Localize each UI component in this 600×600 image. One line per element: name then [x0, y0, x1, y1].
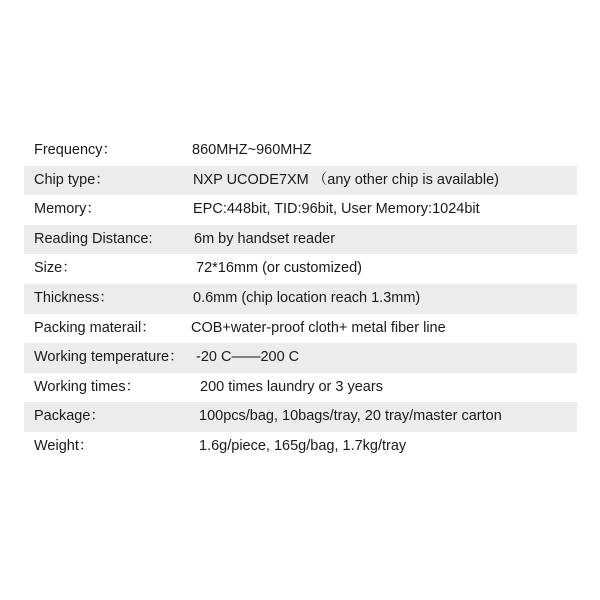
spec-value: 1.6g/piece, 165g/bag, 1.7kg/tray — [199, 437, 407, 454]
spec-label: Memory： — [34, 201, 101, 218]
spec-label: Size： — [34, 260, 77, 277]
spec-value: COB+water-proof cloth+ metal fiber line — [191, 319, 446, 336]
spec-value: -20 C——200 C — [196, 349, 300, 366]
spec-row-reading-distance — [24, 225, 577, 255]
spec-value: 6m by handset reader — [194, 230, 336, 247]
spec-row-size — [24, 254, 577, 284]
spec-row-packing-material — [24, 314, 577, 344]
spec-table — [24, 136, 577, 462]
spec-value: NXP UCODE7XM （any other chip is available) — [193, 171, 499, 188]
spec-label: Reading Distance: — [34, 230, 153, 247]
spec-row-thickness — [24, 284, 577, 314]
spec-value: 72*16mm (or customized) — [196, 260, 362, 277]
spec-row-working-times — [24, 373, 577, 403]
spec-label: Weight： — [34, 437, 94, 454]
spec-value: 200 times laundry or 3 years — [200, 378, 383, 395]
spec-row-memory — [24, 195, 577, 225]
spec-label: Working times： — [34, 378, 141, 395]
spec-value: 860MHZ~960MHZ — [192, 142, 312, 158]
spec-label: Frequency： — [34, 142, 118, 158]
spec-value: 100pcs/bag, 10bags/tray, 20 tray/master carton — [199, 408, 502, 425]
spec-row-frequency — [24, 136, 577, 166]
spec-value: EPC:448bit, TID:96bit, User Memory:1024bit — [193, 201, 480, 218]
spec-row-weight — [24, 432, 577, 462]
spec-label: Working temperature： — [34, 349, 184, 366]
spec-label: Chip type： — [34, 171, 110, 188]
spec-row-working-temperature — [24, 343, 577, 373]
spec-row-package — [24, 402, 577, 432]
spec-row-chip-type — [24, 166, 577, 196]
spec-label: Thickness： — [34, 289, 114, 306]
spec-label: Package： — [34, 408, 105, 425]
spec-label: Packing materail： — [34, 319, 156, 336]
spec-value: 0.6mm (chip location reach 1.3mm) — [193, 289, 421, 306]
